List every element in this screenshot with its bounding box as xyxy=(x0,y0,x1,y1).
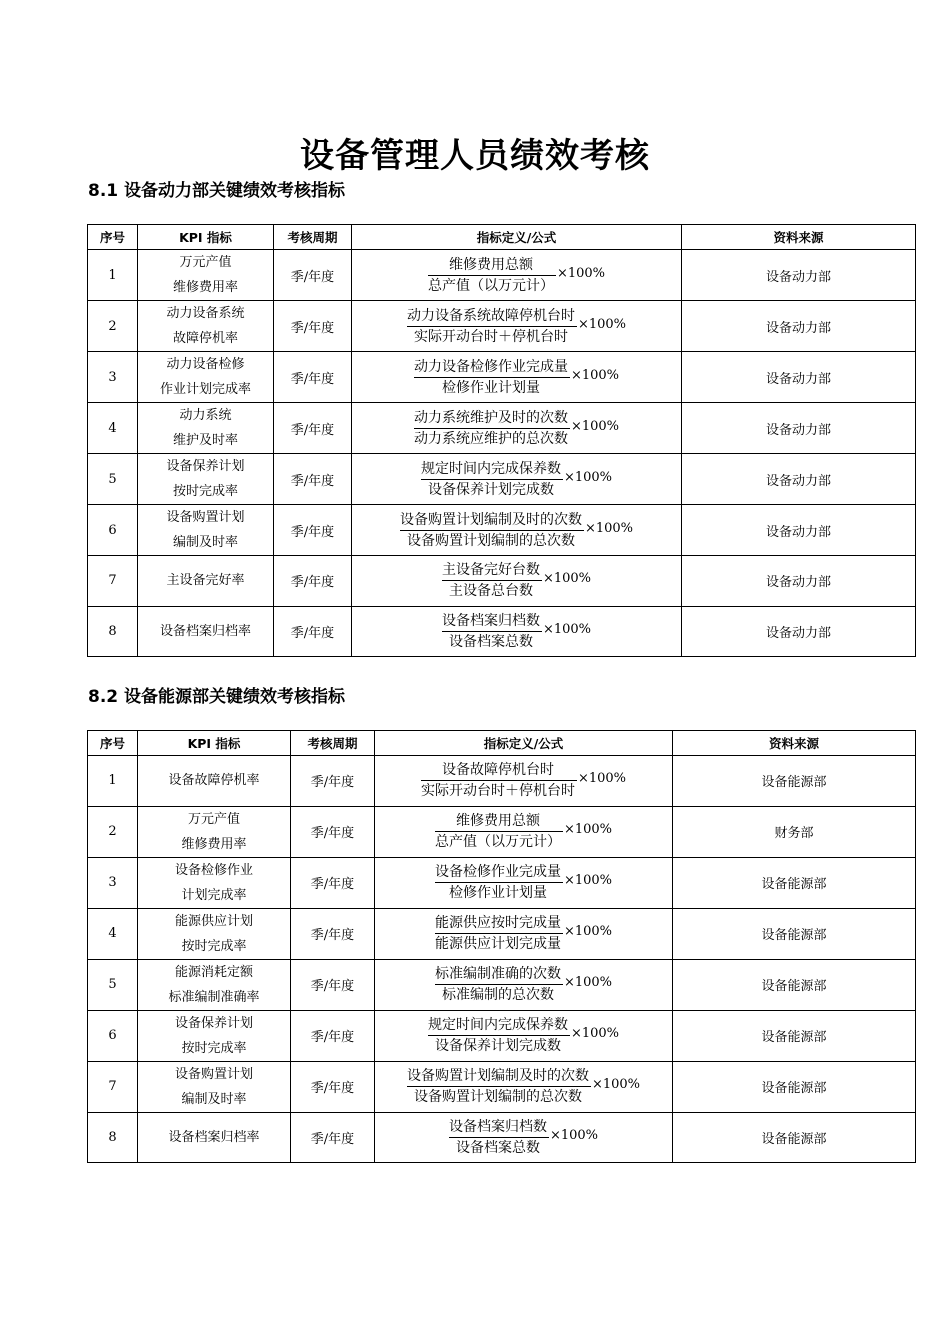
formula-multiplier: ×100% xyxy=(563,469,613,485)
assessment-period: 季/年度 xyxy=(291,1112,375,1163)
header-no: 序号 xyxy=(88,225,138,250)
data-source: 设备动力部 xyxy=(682,352,916,403)
fraction xyxy=(435,913,563,954)
formula-multiplier: ×100% xyxy=(563,822,613,837)
fraction xyxy=(435,811,563,852)
header-formula: 指标定义/公式 xyxy=(375,731,673,756)
formula-cell xyxy=(375,1010,673,1061)
assessment-period: 季/年度 xyxy=(274,606,352,657)
kpi-name-line: 动力系统 xyxy=(179,408,232,423)
formula-multiplier: ×100% xyxy=(570,418,620,434)
table-row xyxy=(88,857,916,908)
kpi-name-line: 主设备完好率 xyxy=(166,573,245,589)
data-source: 设备动力部 xyxy=(682,403,916,454)
formula-numerator: 标准编制准确的次数 xyxy=(435,964,563,985)
row-number: 4 xyxy=(88,403,138,454)
row-number: 8 xyxy=(88,1112,138,1163)
kpi-name-cell xyxy=(138,454,274,505)
assessment-period: 季/年度 xyxy=(291,1010,375,1061)
formula xyxy=(442,560,591,601)
assessment-period: 季/年度 xyxy=(274,403,352,454)
formula-denominator: 检修作业计划量 xyxy=(448,885,547,901)
kpi-name-cell xyxy=(138,352,274,403)
formula xyxy=(435,811,612,852)
formula-denominator: 总产值（以万元计） xyxy=(434,834,561,850)
fraction xyxy=(428,255,556,296)
fraction xyxy=(421,760,577,801)
fraction xyxy=(442,611,542,652)
formula-denominator: 检修作业计划量 xyxy=(441,379,540,396)
data-source: 财务部 xyxy=(673,806,916,857)
kpi-name-line: 设备购置计划 xyxy=(166,510,245,525)
fraction xyxy=(435,964,563,1005)
table-row xyxy=(88,454,916,505)
formula-numerator: 主设备完好台数 xyxy=(442,560,542,581)
formula-denominator: 设备档案总数 xyxy=(448,633,533,650)
formula-multiplier: ×100% xyxy=(549,1127,599,1143)
data-source: 设备能源部 xyxy=(673,857,916,908)
formula-cell xyxy=(352,556,682,607)
formula-cell xyxy=(352,250,682,301)
formula-cell xyxy=(375,857,673,908)
kpi-name-cell xyxy=(138,403,274,454)
data-source: 设备能源部 xyxy=(673,756,916,807)
formula-denominator: 动力系统应维护的总次数 xyxy=(413,430,568,447)
formula xyxy=(449,1117,598,1158)
kpi-name-line: 故障停机率 xyxy=(172,331,238,346)
kpi-name-cell xyxy=(138,606,274,657)
formula-multiplier: ×100% xyxy=(542,621,592,637)
table-row xyxy=(88,556,916,607)
kpi-name-cell xyxy=(138,959,291,1010)
kpi-name-cell xyxy=(138,1010,291,1061)
formula xyxy=(428,1015,619,1056)
formula-numerator: 设备档案归档数 xyxy=(449,1117,549,1138)
kpi-name-line: 设备故障停机率 xyxy=(168,773,260,789)
kpi-name-line: 按时完成率 xyxy=(181,938,247,954)
table-row xyxy=(88,606,916,657)
row-number: 6 xyxy=(88,505,138,556)
formula-numerator: 设备故障停机台时 xyxy=(421,760,577,781)
formula-cell xyxy=(375,908,673,959)
fraction xyxy=(407,1066,591,1107)
row-number: 3 xyxy=(88,857,138,908)
formula xyxy=(435,862,612,903)
fraction xyxy=(442,560,542,601)
table-row xyxy=(88,250,916,301)
section-heading-8-1: 8.1 设备动力部关键绩效考核指标 xyxy=(88,181,346,201)
table-row xyxy=(88,301,916,352)
table-row xyxy=(88,1061,916,1112)
formula-denominator: 设备保养计划完成数 xyxy=(434,1038,561,1054)
row-number: 7 xyxy=(88,556,138,607)
data-source: 设备动力部 xyxy=(682,301,916,352)
fraction xyxy=(400,510,584,551)
kpi-name-cell xyxy=(138,301,274,352)
kpi-name-line: 设备购置计划 xyxy=(174,1066,253,1082)
kpi-table-power-dept xyxy=(87,224,916,657)
formula-numerator: 维修费用总额 xyxy=(435,811,563,832)
data-source: 设备能源部 xyxy=(673,1010,916,1061)
kpi-name-line: 能源供应计划 xyxy=(174,913,253,929)
formula-multiplier: ×100% xyxy=(563,873,613,888)
assessment-period: 季/年度 xyxy=(274,301,352,352)
table-row xyxy=(88,908,916,959)
formula-cell xyxy=(352,505,682,556)
assessment-period: 季/年度 xyxy=(291,806,375,857)
kpi-name-cell xyxy=(138,857,291,908)
row-number: 3 xyxy=(88,352,138,403)
fraction xyxy=(435,862,563,903)
kpi-name-cell xyxy=(138,908,291,959)
kpi-name-cell xyxy=(138,505,274,556)
kpi-name-cell xyxy=(138,756,291,807)
formula-multiplier: ×100% xyxy=(577,771,627,787)
fraction xyxy=(421,459,563,500)
assessment-period: 季/年度 xyxy=(291,1061,375,1112)
kpi-name-line: 编制及时率 xyxy=(172,535,238,550)
data-source: 设备能源部 xyxy=(673,908,916,959)
kpi-name-line: 设备档案归档率 xyxy=(168,1129,260,1145)
kpi-name-cell xyxy=(138,556,274,607)
row-number: 6 xyxy=(88,1010,138,1061)
assessment-period: 季/年度 xyxy=(274,505,352,556)
kpi-name-line: 设备保养计划 xyxy=(166,459,245,474)
data-source: 设备动力部 xyxy=(682,454,916,505)
row-number: 5 xyxy=(88,959,138,1010)
fraction xyxy=(414,357,570,398)
data-source: 设备动力部 xyxy=(682,606,916,657)
kpi-name-cell xyxy=(138,1061,291,1112)
kpi-name-line: 作业计划完成率 xyxy=(159,382,251,397)
formula xyxy=(407,1066,640,1107)
formula-cell xyxy=(375,806,673,857)
assessment-period: 季/年度 xyxy=(291,756,375,807)
formula-denominator: 总产值（以万元计） xyxy=(427,277,554,294)
table-row xyxy=(88,806,916,857)
formula-denominator: 能源供应计划完成量 xyxy=(434,936,561,952)
formula-multiplier: ×100% xyxy=(591,1077,641,1092)
fraction xyxy=(428,1015,570,1056)
formula-multiplier: ×100% xyxy=(563,975,613,990)
row-number: 1 xyxy=(88,250,138,301)
kpi-name-line: 动力设备检修 xyxy=(166,357,245,372)
row-number: 7 xyxy=(88,1061,138,1112)
table-header-row xyxy=(88,225,916,250)
data-source: 设备动力部 xyxy=(682,556,916,607)
kpi-name-cell xyxy=(138,250,274,301)
assessment-period: 季/年度 xyxy=(291,959,375,1010)
row-number: 5 xyxy=(88,454,138,505)
kpi-name-line: 标准编制准确率 xyxy=(168,989,260,1005)
formula xyxy=(414,357,619,398)
formula-cell xyxy=(375,1112,673,1163)
data-source: 设备能源部 xyxy=(673,959,916,1010)
formula-denominator: 主设备总台数 xyxy=(448,583,533,600)
kpi-name-line: 维修费用率 xyxy=(172,280,238,295)
formula xyxy=(407,306,626,347)
kpi-name-line: 编制及时率 xyxy=(181,1091,247,1107)
formula-denominator: 实际开动台时＋停机台时 xyxy=(420,783,575,800)
assessment-period: 季/年度 xyxy=(291,908,375,959)
section-heading-8-2: 8.2 设备能源部关键绩效考核指标 xyxy=(88,687,346,707)
assessment-period: 季/年度 xyxy=(274,352,352,403)
formula-multiplier: ×100% xyxy=(570,1026,620,1041)
formula-cell xyxy=(352,606,682,657)
formula-numerator: 设备购置计划编制及时的次数 xyxy=(407,1066,591,1087)
formula-cell xyxy=(352,301,682,352)
kpi-name-line: 维修费用率 xyxy=(181,836,247,852)
table-row xyxy=(88,352,916,403)
formula xyxy=(435,913,612,954)
formula-numerator: 设备档案归档数 xyxy=(442,611,542,632)
formula-multiplier: ×100% xyxy=(542,571,592,587)
kpi-table-energy-dept xyxy=(87,730,916,1163)
formula xyxy=(421,760,626,801)
assessment-period: 季/年度 xyxy=(291,857,375,908)
fraction xyxy=(414,408,570,449)
header-source: 资料来源 xyxy=(682,225,916,250)
kpi-name-line: 能源消耗定额 xyxy=(174,964,253,980)
formula-cell xyxy=(375,1061,673,1112)
formula-numerator: 维修费用总额 xyxy=(428,255,556,276)
formula-numerator: 规定时间内完成保养数 xyxy=(428,1015,570,1036)
formula-numerator: 设备购置计划编制及时的次数 xyxy=(400,510,584,531)
kpi-name-line: 万元产值 xyxy=(179,255,232,270)
kpi-name-line: 按时完成率 xyxy=(181,1040,247,1056)
kpi-name-line: 动力设备系统 xyxy=(166,306,245,321)
formula-denominator: 设备保养计划完成数 xyxy=(427,481,554,498)
table-row xyxy=(88,505,916,556)
kpi-name-cell xyxy=(138,1112,291,1163)
page-title: 设备管理人员绩效考核 xyxy=(300,136,650,176)
formula-denominator: 实际开动台时＋停机台时 xyxy=(413,328,568,345)
formula-numerator: 动力设备检修作业完成量 xyxy=(414,357,570,378)
kpi-name-cell xyxy=(138,806,291,857)
data-source: 设备能源部 xyxy=(673,1112,916,1163)
formula-cell xyxy=(352,403,682,454)
formula xyxy=(442,611,591,652)
assessment-period: 季/年度 xyxy=(274,556,352,607)
header-kpi: KPI 指标 xyxy=(138,225,274,250)
formula xyxy=(428,255,605,296)
data-source: 设备动力部 xyxy=(682,250,916,301)
formula-denominator: 设备购置计划编制的总次数 xyxy=(406,532,575,549)
row-number: 8 xyxy=(88,606,138,657)
formula xyxy=(435,964,612,1005)
assessment-period: 季/年度 xyxy=(274,250,352,301)
data-source: 设备动力部 xyxy=(682,505,916,556)
kpi-name-line: 万元产值 xyxy=(187,811,240,827)
table-row xyxy=(88,1010,916,1061)
row-number: 2 xyxy=(88,806,138,857)
header-source: 资料来源 xyxy=(673,731,916,756)
formula xyxy=(414,408,619,449)
fraction xyxy=(407,306,577,347)
formula-multiplier: ×100% xyxy=(577,316,627,332)
formula-numerator: 动力系统维护及时的次数 xyxy=(414,408,570,429)
table-row xyxy=(88,959,916,1010)
formula-numerator: 设备检修作业完成量 xyxy=(435,862,563,883)
formula-cell xyxy=(375,756,673,807)
formula-denominator: 标准编制的总次数 xyxy=(441,987,554,1003)
formula-denominator: 设备购置计划编制的总次数 xyxy=(413,1089,582,1105)
formula-numerator: 规定时间内完成保养数 xyxy=(421,459,563,480)
formula-numerator: 动力设备系统故障停机台时 xyxy=(407,306,577,327)
kpi-name-line: 计划完成率 xyxy=(181,887,247,903)
header-kpi: KPI 指标 xyxy=(138,731,291,756)
data-source: 设备能源部 xyxy=(673,1061,916,1112)
formula-multiplier: ×100% xyxy=(556,265,606,281)
table-row xyxy=(88,1112,916,1163)
header-formula: 指标定义/公式 xyxy=(352,225,682,250)
formula-multiplier: ×100% xyxy=(570,367,620,383)
formula-multiplier: ×100% xyxy=(584,520,634,536)
kpi-name-line: 设备保养计划 xyxy=(174,1015,253,1031)
kpi-name-line: 维护及时率 xyxy=(172,433,238,448)
header-period: 考核周期 xyxy=(274,225,352,250)
formula-multiplier: ×100% xyxy=(563,924,613,939)
header-no: 序号 xyxy=(88,731,138,756)
row-number: 4 xyxy=(88,908,138,959)
kpi-name-line: 设备检修作业 xyxy=(174,862,253,878)
formula-cell xyxy=(375,959,673,1010)
formula xyxy=(400,510,633,551)
table-row xyxy=(88,756,916,807)
formula-denominator: 设备档案总数 xyxy=(455,1139,540,1156)
row-number: 1 xyxy=(88,756,138,807)
assessment-period: 季/年度 xyxy=(274,454,352,505)
row-number: 2 xyxy=(88,301,138,352)
formula-cell xyxy=(352,454,682,505)
formula-cell xyxy=(352,352,682,403)
kpi-name-line: 按时完成率 xyxy=(172,484,238,499)
header-period: 考核周期 xyxy=(291,731,375,756)
fraction xyxy=(449,1117,549,1158)
formula xyxy=(421,459,612,500)
kpi-name-line: 设备档案归档率 xyxy=(159,623,251,639)
table-row xyxy=(88,403,916,454)
formula-numerator: 能源供应按时完成量 xyxy=(435,913,563,934)
table-header-row xyxy=(88,731,916,756)
